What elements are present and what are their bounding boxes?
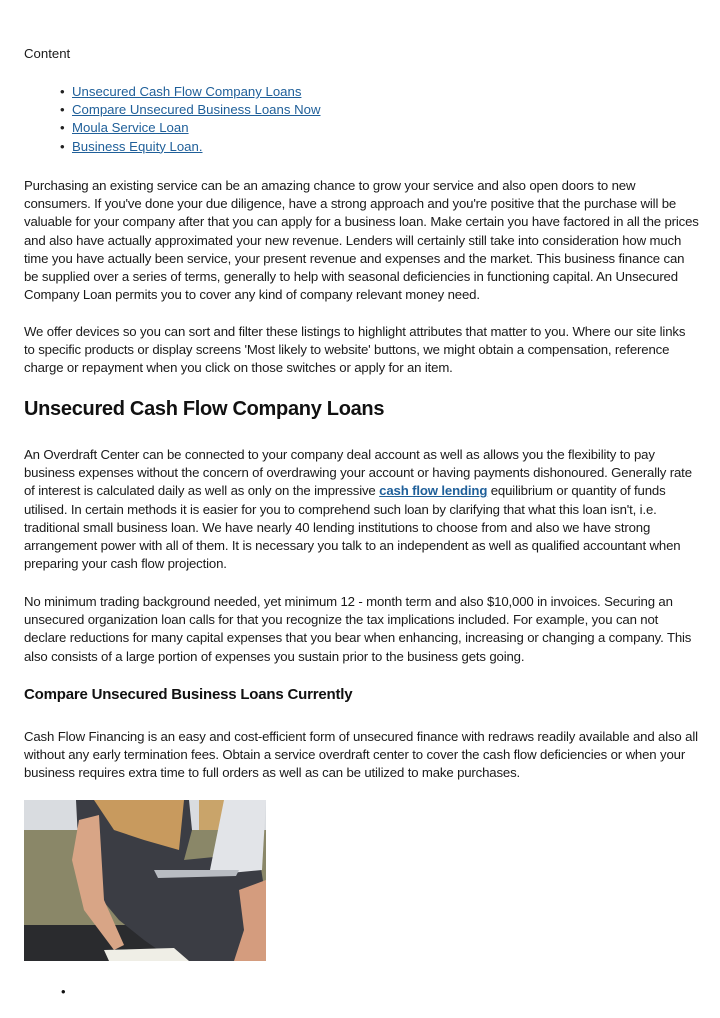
paragraph-cash-flow-financing: Cash Flow Financing is an easy and cost-efficient form of unsecured finance with redraws readily available and also all without any early termination fees. Obtain a service overdraft center to cover the cash flow deficiencies or when your business requires extra time to full orders as well as can be utilized to make purchases. xyxy=(24,729,698,781)
paragraph-text: An Overdraft Center can be connected to your company deal account as well as allows you the flexibility to pay business expenses without the concern of overdrawing your account or having payments dishonoured. Generally rate of interest is calculated daily as well as only on the impressive xyxy=(24,447,692,499)
toc-item xyxy=(60,138,321,156)
paragraph-text: equilibrium or quantity of funds utilised. In certain methods it is easier for you to comprehend such loan by clarifying that what this loan isn't, i.e. traditional small business loan. We have nearly 40 lending institutions to choose from and also we have strong arrangement power with all of them. It is necessary you talk to an independent as well as qualified accountant when preparing your cash flow projection. xyxy=(24,483,681,572)
paragraph-minimum-trading: No minimum trading background needed, yet minimum 12 - month term and also $10,000 in invoices. Securing an unsecured organization loan calls for that you recognize the tax implications included. For example, you can not declare reductions for many capital expenses that you bear when enhancing, increasing or changing a company. This also consists of a large portion of expenses you sustain prior to the business gets going. xyxy=(24,594,692,664)
article-photo xyxy=(24,800,266,961)
paragraph-intro: Purchasing an existing service can be an amazing chance to grow your service and also open doors to new consumers. If you've done your due diligence, have a strong approach and you're positive that the purchase will be valuable for your company after that you can apply for a business loan. Make certain you have factored in all the prices and also have actually approximated your new revenue. Lenders will certainly still take into consideration how much time you have actually been service, your present revenue and expenses and the market. This business finance can be supplied over a series of terms, generally to help with seasonal deficiencies in functioning capital. An Unsecured Company Loan permits you to cover any kind of company relevant money need. xyxy=(24,178,699,303)
trailing-bullet: • xyxy=(61,984,66,999)
toc-item xyxy=(60,119,321,137)
paragraph-overdraft xyxy=(24,446,699,573)
toc-link-business-equity[interactable]: Business Equity Loan. xyxy=(72,138,203,154)
woman-laptop-photo-image xyxy=(24,800,266,961)
section-heading-compare-unsecured: Compare Unsecured Business Loans Currently xyxy=(24,686,353,703)
paragraph-disclosure: We offer devices so you can sort and filter these listings to highlight attributes that matter to you. Where our site links to specific products or display screens 'Most likely to website' buttons, we might obtain a compensation, reference charge or repayment when you click on those switches or apply for an item. xyxy=(24,324,686,376)
toc-link-moula-service[interactable]: Moula Service Loan xyxy=(72,120,189,136)
section-heading-unsecured-cash-flow: Unsecured Cash Flow Company Loans xyxy=(24,398,385,420)
toc-item xyxy=(60,101,321,119)
toc-title: Content xyxy=(24,46,71,61)
toc-item xyxy=(60,83,321,101)
toc-link-compare-unsecured[interactable]: Compare Unsecured Business Loans Now xyxy=(72,102,321,118)
table-of-contents xyxy=(60,83,321,156)
toc-link-unsecured-cash-flow[interactable]: Unsecured Cash Flow Company Loans xyxy=(72,84,302,99)
cash-flow-lending-link[interactable]: cash flow lending xyxy=(379,483,488,499)
